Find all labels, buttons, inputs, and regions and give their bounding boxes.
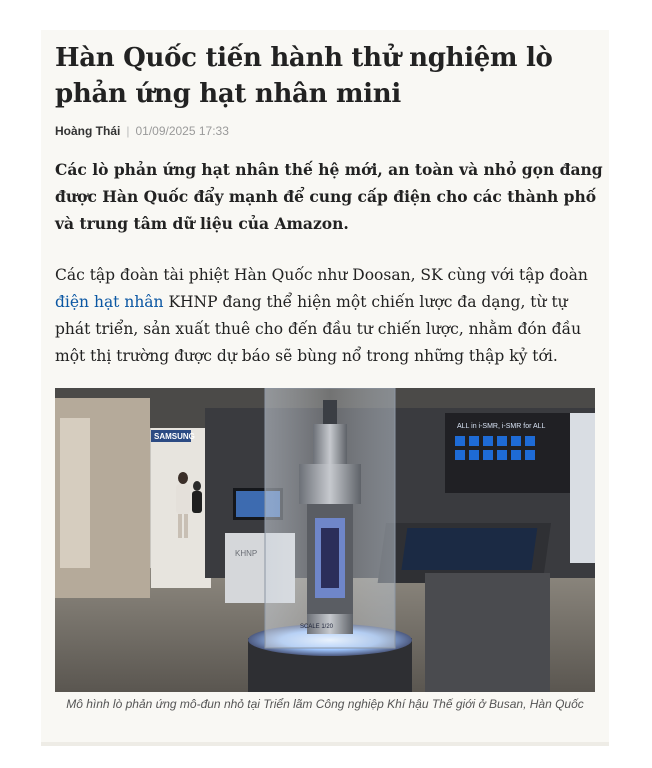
meta-separator: | <box>126 124 130 138</box>
samsung-sign-text: SAMSUNG <box>154 432 195 441</box>
article-card <box>41 30 609 742</box>
reactor-model-photo <box>55 388 595 692</box>
card-bottom-edge <box>41 742 609 746</box>
article-title: Hàn Quốc tiến hành thử nghiệm lò phản ứng hạt nhân mini <box>55 43 553 109</box>
booth-logo-text: KHNP <box>235 549 258 558</box>
paragraph-text-end: KHNP đang thể hiện một chiến lược đa dạng, từ tự phát triển, sản xuất thuê cho đến đầu tư chiến lược, nhằm đón đầu một thị trường được dự báo sẽ bùng nổ trong những thập kỷ tới. <box>55 293 582 365</box>
nuclear-power-link[interactable]: điện hạt nhân <box>55 293 164 311</box>
article-paragraph <box>55 262 607 370</box>
paragraph-text-start: Các tập đoàn tài phiệt Hàn Quốc như Doosan, SK cùng với tập đoàn <box>55 266 588 284</box>
article-meta <box>55 124 229 138</box>
article-image <box>55 388 595 692</box>
publish-datetime: 01/09/2025 17:33 <box>135 124 229 138</box>
article-sapo: Các lò phản ứng hạt nhân thế hệ mới, an toàn và nhỏ gọn đang được Hàn Quốc đẩy mạnh để cung cấp điện cho các thành phố và trung tâm dữ liệu của Amazon. <box>55 160 603 233</box>
image-caption: Mô hình lò phản ứng mô-đun nhỏ tại Triển lãm Công nghiệp Khí hậu Thế giới ở Busan, Hàn Quốc <box>66 697 584 711</box>
banner-text: ALL in i-SMR, i-SMR for ALL <box>457 423 546 430</box>
author-name[interactable]: Hoàng Thái <box>55 124 121 138</box>
model-scale-label: SCALE 1/20 <box>300 624 334 630</box>
